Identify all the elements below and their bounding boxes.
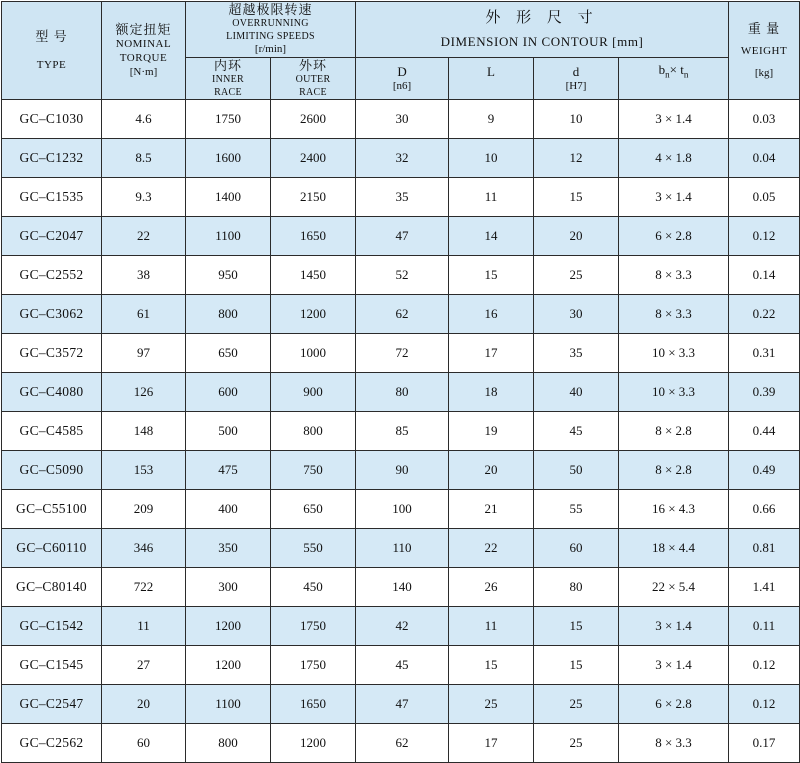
cell-torque: 22 bbox=[102, 217, 186, 256]
cell-keyway: 6 × 2.8 bbox=[619, 217, 729, 256]
cell-d: 12 bbox=[534, 139, 619, 178]
cell-weight: 0.14 bbox=[729, 256, 800, 295]
header-inner-en1: INNER bbox=[211, 74, 245, 86]
header-col-d bbox=[534, 58, 619, 100]
cell-keyway: 10 × 3.3 bbox=[619, 373, 729, 412]
cell-L: 14 bbox=[449, 217, 534, 256]
cell-keyway: 16 × 4.3 bbox=[619, 490, 729, 529]
header-col-keyway bbox=[619, 58, 729, 100]
cell-D: 47 bbox=[356, 217, 449, 256]
cell-d: 15 bbox=[534, 178, 619, 217]
cell-D: 90 bbox=[356, 451, 449, 490]
cell-type: GC–C60110 bbox=[2, 529, 102, 568]
cell-D: 42 bbox=[356, 607, 449, 646]
cell-d: 30 bbox=[534, 295, 619, 334]
cell-type: GC–C80140 bbox=[2, 568, 102, 607]
cell-L: 21 bbox=[449, 490, 534, 529]
header-torque-unit: [N·m] bbox=[129, 65, 158, 78]
cell-L: 15 bbox=[449, 256, 534, 295]
cell-L: 26 bbox=[449, 568, 534, 607]
cell-type: GC–C1535 bbox=[2, 178, 102, 217]
cell-weight: 0.17 bbox=[729, 724, 800, 763]
cell-inner: 1200 bbox=[186, 607, 271, 646]
cell-inner: 300 bbox=[186, 568, 271, 607]
cell-L: 9 bbox=[449, 100, 534, 139]
cell-inner: 1100 bbox=[186, 685, 271, 724]
table-row bbox=[2, 256, 800, 295]
cell-outer: 650 bbox=[271, 490, 356, 529]
cell-inner: 950 bbox=[186, 256, 271, 295]
cell-type: GC–C55100 bbox=[2, 490, 102, 529]
cell-weight: 0.12 bbox=[729, 685, 800, 724]
table-row bbox=[2, 451, 800, 490]
cell-outer: 900 bbox=[271, 373, 356, 412]
cell-inner: 600 bbox=[186, 373, 271, 412]
cell-weight: 0.81 bbox=[729, 529, 800, 568]
header-col-D bbox=[356, 58, 449, 100]
header-col-D-unit: [n6] bbox=[392, 79, 412, 92]
header-speeds-en1: OVERRUNNING bbox=[232, 18, 309, 30]
cell-D: 47 bbox=[356, 685, 449, 724]
cell-torque: 61 bbox=[102, 295, 186, 334]
header-weight bbox=[729, 2, 800, 100]
cell-D: 30 bbox=[356, 100, 449, 139]
header-col-L bbox=[449, 58, 534, 100]
table-header bbox=[2, 2, 800, 100]
cell-keyway: 8 × 3.3 bbox=[619, 724, 729, 763]
cell-torque: 60 bbox=[102, 724, 186, 763]
cell-outer: 2600 bbox=[271, 100, 356, 139]
header-col-d-letter: d bbox=[572, 63, 580, 79]
header-weight-en: WEIGHT bbox=[740, 45, 788, 57]
cell-type: GC–C2562 bbox=[2, 724, 102, 763]
header-inner-race bbox=[186, 58, 271, 100]
cell-D: 32 bbox=[356, 139, 449, 178]
cell-type: GC–C4585 bbox=[2, 412, 102, 451]
cell-d: 40 bbox=[534, 373, 619, 412]
cell-weight: 0.05 bbox=[729, 178, 800, 217]
cell-inner: 500 bbox=[186, 412, 271, 451]
cell-L: 17 bbox=[449, 724, 534, 763]
cell-outer: 750 bbox=[271, 451, 356, 490]
cell-keyway: 3 × 1.4 bbox=[619, 607, 729, 646]
cell-L: 10 bbox=[449, 139, 534, 178]
cell-inner: 350 bbox=[186, 529, 271, 568]
cell-torque: 27 bbox=[102, 646, 186, 685]
header-inner-en2: RACE bbox=[214, 86, 242, 98]
header-speeds-en2: LIMITING SPEEDS bbox=[226, 30, 315, 42]
header-speeds bbox=[186, 2, 356, 58]
table-row bbox=[2, 490, 800, 529]
cell-torque: 346 bbox=[102, 529, 186, 568]
cell-L: 17 bbox=[449, 334, 534, 373]
cell-L: 20 bbox=[449, 451, 534, 490]
table-row bbox=[2, 529, 800, 568]
cell-weight: 0.11 bbox=[729, 607, 800, 646]
cell-d: 25 bbox=[534, 685, 619, 724]
cell-type: GC–C1030 bbox=[2, 100, 102, 139]
cell-keyway: 8 × 3.3 bbox=[619, 256, 729, 295]
header-torque-en2: TORQUE bbox=[119, 51, 168, 64]
cell-d: 15 bbox=[534, 646, 619, 685]
cell-inner: 1200 bbox=[186, 646, 271, 685]
cell-type: GC–C1232 bbox=[2, 139, 102, 178]
header-dimension-cn: 外 形 尺 寸 bbox=[485, 10, 599, 26]
header-outer-en1: OUTER bbox=[295, 74, 331, 86]
cell-L: 16 bbox=[449, 295, 534, 334]
cell-keyway: 6 × 2.8 bbox=[619, 685, 729, 724]
cell-outer: 1750 bbox=[271, 607, 356, 646]
cell-keyway: 18 × 4.4 bbox=[619, 529, 729, 568]
table-row bbox=[2, 646, 800, 685]
cell-L: 15 bbox=[449, 646, 534, 685]
header-type-cn: 型 号 bbox=[35, 28, 68, 44]
cell-torque: 4.6 bbox=[102, 100, 186, 139]
header-dimension-en: DIMENSION IN CONTOUR [mm] bbox=[440, 33, 644, 49]
cell-outer: 1650 bbox=[271, 685, 356, 724]
header-torque bbox=[102, 2, 186, 100]
cell-weight: 0.04 bbox=[729, 139, 800, 178]
cell-L: 25 bbox=[449, 685, 534, 724]
cell-d: 55 bbox=[534, 490, 619, 529]
cell-d: 20 bbox=[534, 217, 619, 256]
table-body bbox=[2, 100, 800, 763]
cell-torque: 38 bbox=[102, 256, 186, 295]
table-row bbox=[2, 334, 800, 373]
cell-weight: 0.12 bbox=[729, 646, 800, 685]
cell-inner: 1400 bbox=[186, 178, 271, 217]
cell-keyway: 22 × 5.4 bbox=[619, 568, 729, 607]
header-outer-cn: 外环 bbox=[299, 58, 328, 73]
header-torque-cn: 额定扭矩 bbox=[115, 21, 172, 37]
cell-type: GC–C2547 bbox=[2, 685, 102, 724]
cell-D: 45 bbox=[356, 646, 449, 685]
cell-D: 62 bbox=[356, 724, 449, 763]
cell-L: 18 bbox=[449, 373, 534, 412]
table-row bbox=[2, 607, 800, 646]
cell-inner: 1100 bbox=[186, 217, 271, 256]
cell-torque: 148 bbox=[102, 412, 186, 451]
cell-weight: 0.44 bbox=[729, 412, 800, 451]
table-row bbox=[2, 100, 800, 139]
header-outer-race bbox=[271, 58, 356, 100]
header-col-d-unit: [H7] bbox=[565, 79, 587, 92]
table-row bbox=[2, 295, 800, 334]
cell-weight: 0.49 bbox=[729, 451, 800, 490]
cell-type: GC–C5090 bbox=[2, 451, 102, 490]
specification-table bbox=[1, 1, 800, 763]
cell-d: 45 bbox=[534, 412, 619, 451]
header-weight-cn: 重 量 bbox=[747, 20, 781, 36]
cell-L: 11 bbox=[449, 607, 534, 646]
cell-d: 50 bbox=[534, 451, 619, 490]
cell-weight: 0.12 bbox=[729, 217, 800, 256]
cell-weight: 0.39 bbox=[729, 373, 800, 412]
cell-d: 80 bbox=[534, 568, 619, 607]
cell-outer: 2400 bbox=[271, 139, 356, 178]
cell-keyway: 3 × 1.4 bbox=[619, 646, 729, 685]
cell-type: GC–C4080 bbox=[2, 373, 102, 412]
cell-D: 52 bbox=[356, 256, 449, 295]
cell-keyway: 8 × 2.8 bbox=[619, 412, 729, 451]
header-type-en: TYPE bbox=[36, 58, 67, 71]
cell-d: 25 bbox=[534, 724, 619, 763]
cell-type: GC–C1542 bbox=[2, 607, 102, 646]
cell-d: 25 bbox=[534, 256, 619, 295]
cell-weight: 0.22 bbox=[729, 295, 800, 334]
cell-weight: 0.66 bbox=[729, 490, 800, 529]
cell-outer: 800 bbox=[271, 412, 356, 451]
table-row bbox=[2, 217, 800, 256]
cell-type: GC–C2552 bbox=[2, 256, 102, 295]
cell-type: GC–C2047 bbox=[2, 217, 102, 256]
cell-inner: 1600 bbox=[186, 139, 271, 178]
cell-d: 10 bbox=[534, 100, 619, 139]
cell-torque: 722 bbox=[102, 568, 186, 607]
cell-D: 62 bbox=[356, 295, 449, 334]
cell-torque: 153 bbox=[102, 451, 186, 490]
table-row bbox=[2, 568, 800, 607]
header-speeds-unit: [r/min] bbox=[254, 43, 287, 56]
cell-torque: 209 bbox=[102, 490, 186, 529]
cell-keyway: 3 × 1.4 bbox=[619, 100, 729, 139]
cell-inner: 475 bbox=[186, 451, 271, 490]
table-row bbox=[2, 412, 800, 451]
table-row bbox=[2, 178, 800, 217]
header-col-L-letter: L bbox=[487, 63, 495, 79]
cell-torque: 126 bbox=[102, 373, 186, 412]
cell-type: GC–C3572 bbox=[2, 334, 102, 373]
cell-keyway: 3 × 1.4 bbox=[619, 178, 729, 217]
cell-D: 80 bbox=[356, 373, 449, 412]
cell-d: 35 bbox=[534, 334, 619, 373]
cell-inner: 1750 bbox=[186, 100, 271, 139]
cell-outer: 1200 bbox=[271, 724, 356, 763]
table-row bbox=[2, 724, 800, 763]
cell-type: GC–C3062 bbox=[2, 295, 102, 334]
table-row bbox=[2, 139, 800, 178]
cell-D: 35 bbox=[356, 178, 449, 217]
cell-L: 19 bbox=[449, 412, 534, 451]
cell-torque: 20 bbox=[102, 685, 186, 724]
header-outer-en2: RACE bbox=[299, 86, 327, 98]
cell-torque: 8.5 bbox=[102, 139, 186, 178]
header-torque-en1: NOMINAL bbox=[115, 38, 172, 51]
cell-inner: 800 bbox=[186, 724, 271, 763]
cell-inner: 650 bbox=[186, 334, 271, 373]
table-row bbox=[2, 685, 800, 724]
cell-outer: 2150 bbox=[271, 178, 356, 217]
cell-weight: 0.03 bbox=[729, 100, 800, 139]
cell-inner: 400 bbox=[186, 490, 271, 529]
header-type bbox=[2, 2, 102, 100]
cell-outer: 550 bbox=[271, 529, 356, 568]
cell-d: 15 bbox=[534, 607, 619, 646]
cell-outer: 1000 bbox=[271, 334, 356, 373]
table-row bbox=[2, 373, 800, 412]
cell-outer: 450 bbox=[271, 568, 356, 607]
cell-L: 22 bbox=[449, 529, 534, 568]
cell-weight: 1.41 bbox=[729, 568, 800, 607]
cell-torque: 97 bbox=[102, 334, 186, 373]
header-col-D-letter: D bbox=[397, 63, 407, 79]
cell-keyway: 8 × 3.3 bbox=[619, 295, 729, 334]
header-speeds-cn: 超越极限转速 bbox=[228, 2, 313, 17]
cell-keyway: 10 × 3.3 bbox=[619, 334, 729, 373]
cell-D: 100 bbox=[356, 490, 449, 529]
header-col-keyway-label: $b_n\times t_n$ bbox=[658, 62, 689, 80]
header-dimension bbox=[356, 2, 729, 58]
cell-L: 11 bbox=[449, 178, 534, 217]
header-inner-cn: 内环 bbox=[213, 58, 242, 73]
cell-D: 110 bbox=[356, 529, 449, 568]
cell-D: 140 bbox=[356, 568, 449, 607]
cell-outer: 1750 bbox=[271, 646, 356, 685]
cell-type: GC–C1545 bbox=[2, 646, 102, 685]
cell-outer: 1450 bbox=[271, 256, 356, 295]
cell-weight: 0.31 bbox=[729, 334, 800, 373]
header-weight-unit: [kg] bbox=[754, 66, 774, 79]
cell-outer: 1650 bbox=[271, 217, 356, 256]
cell-D: 85 bbox=[356, 412, 449, 451]
cell-keyway: 8 × 2.8 bbox=[619, 451, 729, 490]
cell-outer: 1200 bbox=[271, 295, 356, 334]
spec-sheet bbox=[0, 1, 800, 751]
cell-D: 72 bbox=[356, 334, 449, 373]
cell-d: 60 bbox=[534, 529, 619, 568]
cell-torque: 11 bbox=[102, 607, 186, 646]
cell-keyway: 4 × 1.8 bbox=[619, 139, 729, 178]
cell-torque: 9.3 bbox=[102, 178, 186, 217]
cell-inner: 800 bbox=[186, 295, 271, 334]
